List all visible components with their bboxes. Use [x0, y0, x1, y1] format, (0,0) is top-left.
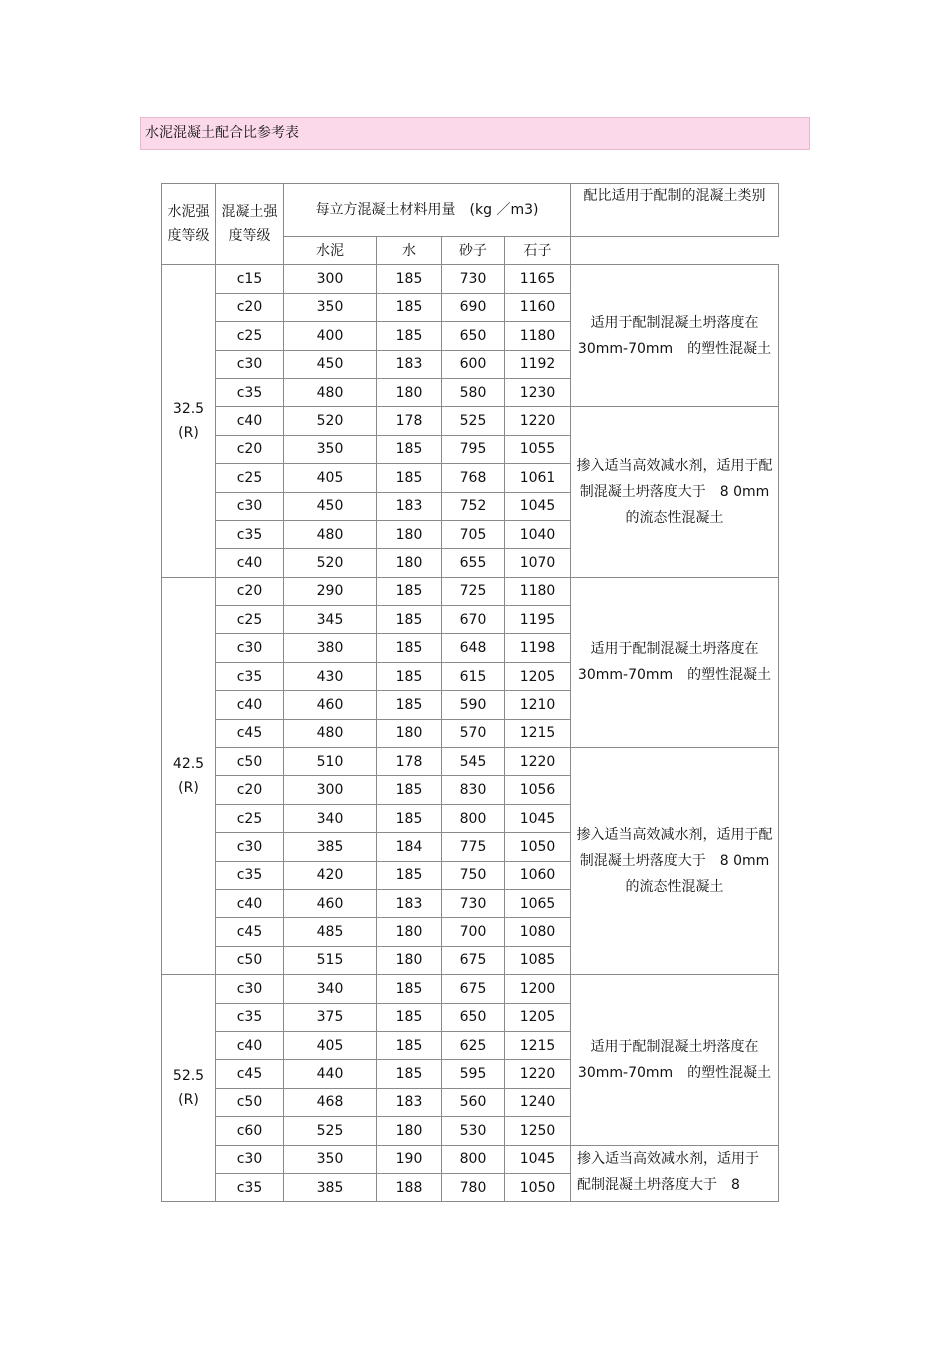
mix-ratio-table: [161, 183, 779, 1202]
header-materials: 每立方混凝土材料用量 (kg ／m3): [284, 184, 571, 237]
concrete-grade-cell: c30: [216, 492, 284, 520]
sand-cell: 525: [442, 407, 505, 435]
sand-cell: 545: [442, 748, 505, 776]
sand-cell: 768: [442, 464, 505, 492]
sand-cell: 705: [442, 520, 505, 548]
water-cell: 180: [377, 520, 442, 548]
stone-cell: 1210: [505, 691, 571, 719]
stone-cell: 1070: [505, 549, 571, 577]
cement-cell: 450: [284, 492, 377, 520]
water-cell: 185: [377, 322, 442, 350]
water-cell: 185: [377, 1060, 442, 1088]
sand-cell: 775: [442, 833, 505, 861]
sand-cell: 650: [442, 322, 505, 350]
water-cell: 185: [377, 691, 442, 719]
sand-cell: 780: [442, 1173, 505, 1201]
concrete-grade-cell: c40: [216, 889, 284, 917]
sand-cell: 570: [442, 719, 505, 747]
concrete-grade-cell: c40: [216, 1031, 284, 1059]
sand-cell: 590: [442, 691, 505, 719]
stone-cell: 1160: [505, 293, 571, 321]
sand-cell: 560: [442, 1088, 505, 1116]
water-cell: 185: [377, 606, 442, 634]
cement-cell: 515: [284, 946, 377, 974]
stone-cell: 1250: [505, 1117, 571, 1145]
applicable-note: 掺入适当高效减水剂，适用于配制混凝土坍落度大于 8 0mm 的流态性混凝土: [571, 407, 779, 577]
table-row: [162, 1145, 779, 1173]
water-cell: 180: [377, 946, 442, 974]
water-cell: 183: [377, 1088, 442, 1116]
sand-cell: 580: [442, 378, 505, 406]
concrete-grade-cell: c30: [216, 350, 284, 378]
sand-cell: 730: [442, 889, 505, 917]
water-cell: 185: [377, 804, 442, 832]
cement-cell: 468: [284, 1088, 377, 1116]
concrete-grade-cell: c35: [216, 520, 284, 548]
concrete-grade-cell: c30: [216, 1145, 284, 1173]
header-cement: 水泥: [284, 237, 377, 265]
sand-cell: 690: [442, 293, 505, 321]
cement-cell: 430: [284, 662, 377, 690]
sand-cell: 795: [442, 435, 505, 463]
header-concrete-grade: 混凝土强度等级: [216, 184, 284, 265]
sand-cell: 830: [442, 776, 505, 804]
cement-cell: 460: [284, 691, 377, 719]
sand-cell: 675: [442, 946, 505, 974]
stone-cell: 1195: [505, 606, 571, 634]
concrete-grade-cell: c35: [216, 1173, 284, 1201]
table-row: [162, 265, 779, 293]
cement-cell: 440: [284, 1060, 377, 1088]
concrete-grade-cell: c45: [216, 1060, 284, 1088]
concrete-grade-cell: c50: [216, 1088, 284, 1116]
concrete-grade-cell: c20: [216, 577, 284, 605]
cement-cell: 290: [284, 577, 377, 605]
sand-cell: 600: [442, 350, 505, 378]
cement-cell: 380: [284, 634, 377, 662]
water-cell: 190: [377, 1145, 442, 1173]
concrete-grade-cell: c50: [216, 748, 284, 776]
water-cell: 188: [377, 1173, 442, 1201]
cement-cell: 460: [284, 889, 377, 917]
cement-cell: 525: [284, 1117, 377, 1145]
header-stone: 石子: [505, 237, 571, 265]
water-cell: 185: [377, 861, 442, 889]
cement-grade-cell: 42.5 (R): [162, 577, 216, 974]
stone-cell: 1085: [505, 946, 571, 974]
applicable-note: 适用于配制混凝土坍落度在 30mm-70mm 的塑性混凝土: [571, 577, 779, 747]
sand-cell: 750: [442, 861, 505, 889]
sand-cell: 800: [442, 804, 505, 832]
concrete-grade-cell: c45: [216, 918, 284, 946]
cement-cell: 405: [284, 1031, 377, 1059]
cement-cell: 350: [284, 435, 377, 463]
sand-cell: 800: [442, 1145, 505, 1173]
concrete-grade-cell: c25: [216, 606, 284, 634]
header-water: 水: [377, 237, 442, 265]
stone-cell: 1200: [505, 975, 571, 1003]
cement-cell: 420: [284, 861, 377, 889]
water-cell: 185: [377, 1003, 442, 1031]
cement-cell: 510: [284, 748, 377, 776]
water-cell: 185: [377, 1031, 442, 1059]
stone-cell: 1045: [505, 804, 571, 832]
stone-cell: 1180: [505, 577, 571, 605]
water-cell: 180: [377, 378, 442, 406]
cement-grade-cell: 52.5 (R): [162, 975, 216, 1202]
stone-cell: 1056: [505, 776, 571, 804]
cement-cell: 485: [284, 918, 377, 946]
sand-cell: 625: [442, 1031, 505, 1059]
concrete-grade-cell: c25: [216, 322, 284, 350]
water-cell: 183: [377, 889, 442, 917]
water-cell: 180: [377, 549, 442, 577]
concrete-grade-cell: c20: [216, 435, 284, 463]
water-cell: 185: [377, 776, 442, 804]
sand-cell: 595: [442, 1060, 505, 1088]
water-cell: 178: [377, 748, 442, 776]
sand-cell: 670: [442, 606, 505, 634]
stone-cell: 1040: [505, 520, 571, 548]
cement-cell: 480: [284, 520, 377, 548]
stone-cell: 1165: [505, 265, 571, 293]
concrete-grade-cell: c30: [216, 833, 284, 861]
water-cell: 183: [377, 350, 442, 378]
water-cell: 185: [377, 464, 442, 492]
stone-cell: 1205: [505, 662, 571, 690]
sand-cell: 530: [442, 1117, 505, 1145]
concrete-grade-cell: c35: [216, 1003, 284, 1031]
concrete-grade-cell: c45: [216, 719, 284, 747]
concrete-grade-cell: c35: [216, 662, 284, 690]
stone-cell: 1045: [505, 492, 571, 520]
cement-cell: 300: [284, 776, 377, 804]
water-cell: 185: [377, 662, 442, 690]
table-body: [162, 265, 779, 1202]
sand-cell: 752: [442, 492, 505, 520]
applicable-note: 掺入适当高效减水剂，适用于配制混凝土坍落度大于 8: [571, 1145, 779, 1202]
stone-cell: 1220: [505, 1060, 571, 1088]
concrete-grade-cell: c35: [216, 378, 284, 406]
cement-cell: 405: [284, 464, 377, 492]
applicable-note: 适用于配制混凝土坍落度在 30mm-70mm 的塑性混凝土: [571, 265, 779, 407]
water-cell: 178: [377, 407, 442, 435]
cement-cell: 480: [284, 378, 377, 406]
cement-cell: 400: [284, 322, 377, 350]
header-applicable: 配比适用于配制的混凝土类别: [571, 184, 779, 237]
concrete-grade-cell: c35: [216, 861, 284, 889]
water-cell: 180: [377, 719, 442, 747]
sand-cell: 615: [442, 662, 505, 690]
concrete-grade-cell: c40: [216, 691, 284, 719]
table-row: [162, 748, 779, 776]
water-cell: 185: [377, 435, 442, 463]
stone-cell: 1198: [505, 634, 571, 662]
water-cell: 185: [377, 634, 442, 662]
concrete-grade-cell: c40: [216, 407, 284, 435]
cement-cell: 350: [284, 293, 377, 321]
stone-cell: 1240: [505, 1088, 571, 1116]
cement-cell: 480: [284, 719, 377, 747]
sand-cell: 675: [442, 975, 505, 1003]
stone-cell: 1192: [505, 350, 571, 378]
sand-cell: 648: [442, 634, 505, 662]
cement-cell: 350: [284, 1145, 377, 1173]
sand-cell: 725: [442, 577, 505, 605]
cement-cell: 375: [284, 1003, 377, 1031]
cement-cell: 340: [284, 975, 377, 1003]
header-cement-grade: 水泥强度等级: [162, 184, 216, 265]
stone-cell: 1220: [505, 407, 571, 435]
concrete-grade-cell: c30: [216, 634, 284, 662]
water-cell: 180: [377, 918, 442, 946]
water-cell: 185: [377, 265, 442, 293]
cement-grade-cell: 32.5 (R): [162, 265, 216, 577]
stone-cell: 1230: [505, 378, 571, 406]
water-cell: 184: [377, 833, 442, 861]
sand-cell: 655: [442, 549, 505, 577]
cement-cell: 300: [284, 265, 377, 293]
cement-cell: 385: [284, 1173, 377, 1201]
concrete-grade-cell: c40: [216, 549, 284, 577]
water-cell: 185: [377, 577, 442, 605]
header-sand: 砂子: [442, 237, 505, 265]
stone-cell: 1080: [505, 918, 571, 946]
applicable-note: 适用于配制混凝土坍落度在 30mm-70mm 的塑性混凝土: [571, 975, 779, 1145]
sand-cell: 730: [442, 265, 505, 293]
concrete-grade-cell: c60: [216, 1117, 284, 1145]
cement-cell: 450: [284, 350, 377, 378]
sand-cell: 700: [442, 918, 505, 946]
table-row: [162, 577, 779, 605]
stone-cell: 1215: [505, 1031, 571, 1059]
concrete-grade-cell: c20: [216, 293, 284, 321]
stone-cell: 1060: [505, 861, 571, 889]
cement-cell: 345: [284, 606, 377, 634]
concrete-grade-cell: c20: [216, 776, 284, 804]
table-row: [162, 975, 779, 1003]
stone-cell: 1055: [505, 435, 571, 463]
concrete-grade-cell: c25: [216, 464, 284, 492]
concrete-grade-cell: c15: [216, 265, 284, 293]
stone-cell: 1045: [505, 1145, 571, 1173]
cement-cell: 520: [284, 549, 377, 577]
sand-cell: 650: [442, 1003, 505, 1031]
cement-cell: 340: [284, 804, 377, 832]
stone-cell: 1050: [505, 1173, 571, 1201]
water-cell: 185: [377, 975, 442, 1003]
water-cell: 180: [377, 1117, 442, 1145]
page-title: 水泥混凝土配合比参考表: [140, 117, 810, 150]
concrete-grade-cell: c25: [216, 804, 284, 832]
cement-cell: 385: [284, 833, 377, 861]
concrete-grade-cell: c30: [216, 975, 284, 1003]
table-row: [162, 407, 779, 435]
stone-cell: 1065: [505, 889, 571, 917]
stone-cell: 1061: [505, 464, 571, 492]
stone-cell: 1220: [505, 748, 571, 776]
concrete-grade-cell: c50: [216, 946, 284, 974]
stone-cell: 1050: [505, 833, 571, 861]
water-cell: 183: [377, 492, 442, 520]
water-cell: 185: [377, 293, 442, 321]
stone-cell: 1180: [505, 322, 571, 350]
stone-cell: 1215: [505, 719, 571, 747]
applicable-note: 掺入适当高效减水剂，适用于配制混凝土坍落度大于 8 0mm 的流态性混凝土: [571, 748, 779, 975]
cement-cell: 520: [284, 407, 377, 435]
stone-cell: 1205: [505, 1003, 571, 1031]
